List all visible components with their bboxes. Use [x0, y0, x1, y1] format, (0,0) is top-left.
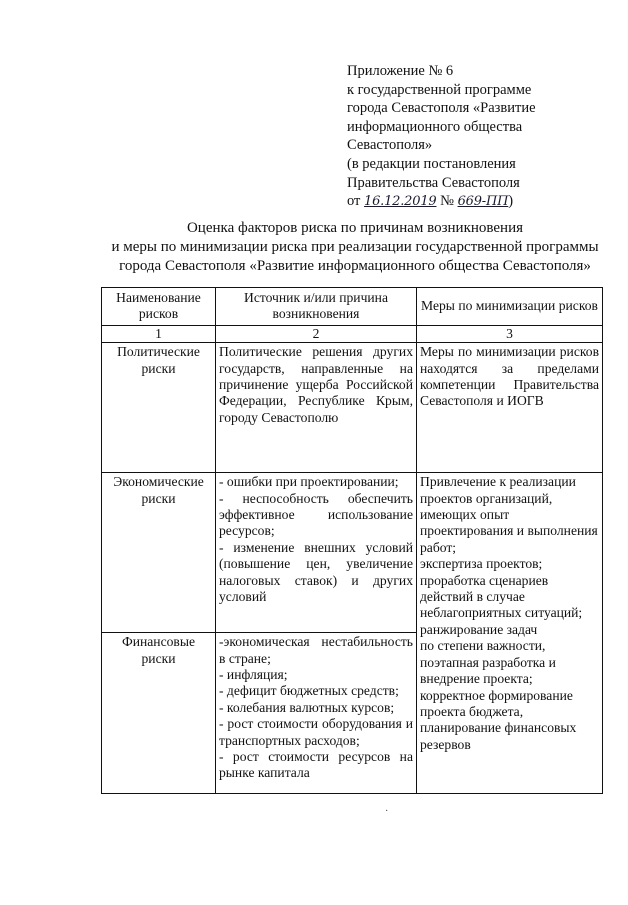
header-risk-name: Наименование рисков: [102, 288, 216, 326]
measure-line: поэтапная разработка и: [420, 654, 556, 670]
measure-line: проработка сценариев: [420, 572, 549, 588]
column-number: 2: [216, 325, 417, 342]
appendix-line: к государственной программе: [347, 81, 532, 98]
source-item: - дефицит бюджетных средств;: [219, 683, 399, 699]
source-item: - неспособность обеспечить эффективное использование ресурсов;: [219, 490, 413, 539]
source-item: - изменение внешних условий (повышение цен, увеличение налоговых ставок) и других условий: [219, 539, 413, 605]
risk-name-financial: Финансовые риски: [102, 633, 216, 794]
number-prefix: №: [440, 193, 454, 210]
measure-line: ранжирование задач: [420, 621, 538, 637]
header-measures: Меры по минимизации рисков: [417, 288, 603, 326]
close-paren: ): [508, 193, 514, 210]
measure-line: проектирования и выполнения: [420, 523, 598, 539]
measure-line: по степени важности,: [420, 638, 546, 654]
measure-line: работ;: [420, 539, 457, 555]
title-line: Оценка факторов риска по причинам возникновения: [186, 220, 524, 236]
decree-date-line: [347, 192, 617, 212]
column-number: 1: [102, 325, 216, 342]
risk-name-political: Политические риски: [102, 343, 216, 473]
scan-dot: ·: [385, 806, 389, 817]
source-item: - колебания валютных курсов;: [219, 699, 395, 715]
measure-line: экспертиза проектов;: [420, 556, 543, 572]
source-item: - рост стоимости оборудования и транспортных расходов;: [219, 716, 413, 748]
table-row-political: [102, 343, 603, 473]
column-number: 3: [417, 325, 603, 342]
measure-line: планирование финансовых: [420, 720, 577, 736]
measure-line: проекта бюджета,: [420, 703, 524, 719]
appendix-line: информационного общества: [347, 118, 523, 135]
table-header-row: [102, 288, 603, 326]
title-line: и меры по минимизации риска при реализации государственной программы: [111, 239, 599, 255]
decree-date: 16.12.2019: [364, 194, 437, 210]
measure-line: Привлечение к реализации: [420, 474, 576, 490]
risk-source-financial: [216, 633, 417, 794]
appendix-line: города Севастополя «Развитие: [347, 100, 536, 117]
measure-line: проектов организаций,: [420, 490, 553, 506]
source-item: - инфляция;: [219, 667, 288, 683]
measure-line: внедрение проекта;: [420, 671, 533, 687]
date-prefix: от: [347, 193, 361, 210]
appendix-line: (в редакции постановления: [347, 155, 516, 172]
measure-line: корректное формирование: [420, 687, 573, 703]
appendix-line: Севастополя»: [347, 137, 433, 154]
table-number-row: [102, 325, 603, 342]
measure-line: действий в случае: [420, 589, 525, 605]
source-item: -экономическая нестабильность в стране;: [219, 634, 413, 666]
source-item: - рост стоимости ресурсов на рынке капитала: [219, 749, 413, 781]
header-source: Источник и/или причина возникновения: [216, 288, 417, 326]
appendix-block: [347, 62, 617, 212]
risk-measures-political: Меры по минимизации рисков находятся за пределами компетенции Правительства Севастополя и ИОГВ: [417, 343, 603, 473]
measure-line: резервов: [420, 736, 471, 752]
risk-table: [101, 287, 603, 794]
risk-measures-economic-financial: [417, 473, 603, 794]
table-row-economic: [102, 473, 603, 633]
measure-line: неблагоприятных ситуаций;: [420, 605, 583, 621]
title-line: города Севастополя «Развитие информационного общества Севастополя»: [119, 258, 591, 274]
source-item: - ошибки при проектировании;: [219, 474, 399, 490]
risk-source-political: Политические решения других государств, направленные на причинение ущерба Российской Федерации, Республике Крым, городу Севастополю: [216, 343, 417, 473]
appendix-line: Приложение № 6: [347, 63, 454, 79]
measure-line: имеющих опыт: [420, 507, 510, 523]
risk-source-economic: [216, 473, 417, 633]
decree-number: 669-ПП: [457, 194, 509, 210]
document-title: [95, 219, 615, 276]
appendix-line: Правительства Севастополя: [347, 174, 520, 191]
risk-name-economic: Экономические риски: [102, 473, 216, 633]
